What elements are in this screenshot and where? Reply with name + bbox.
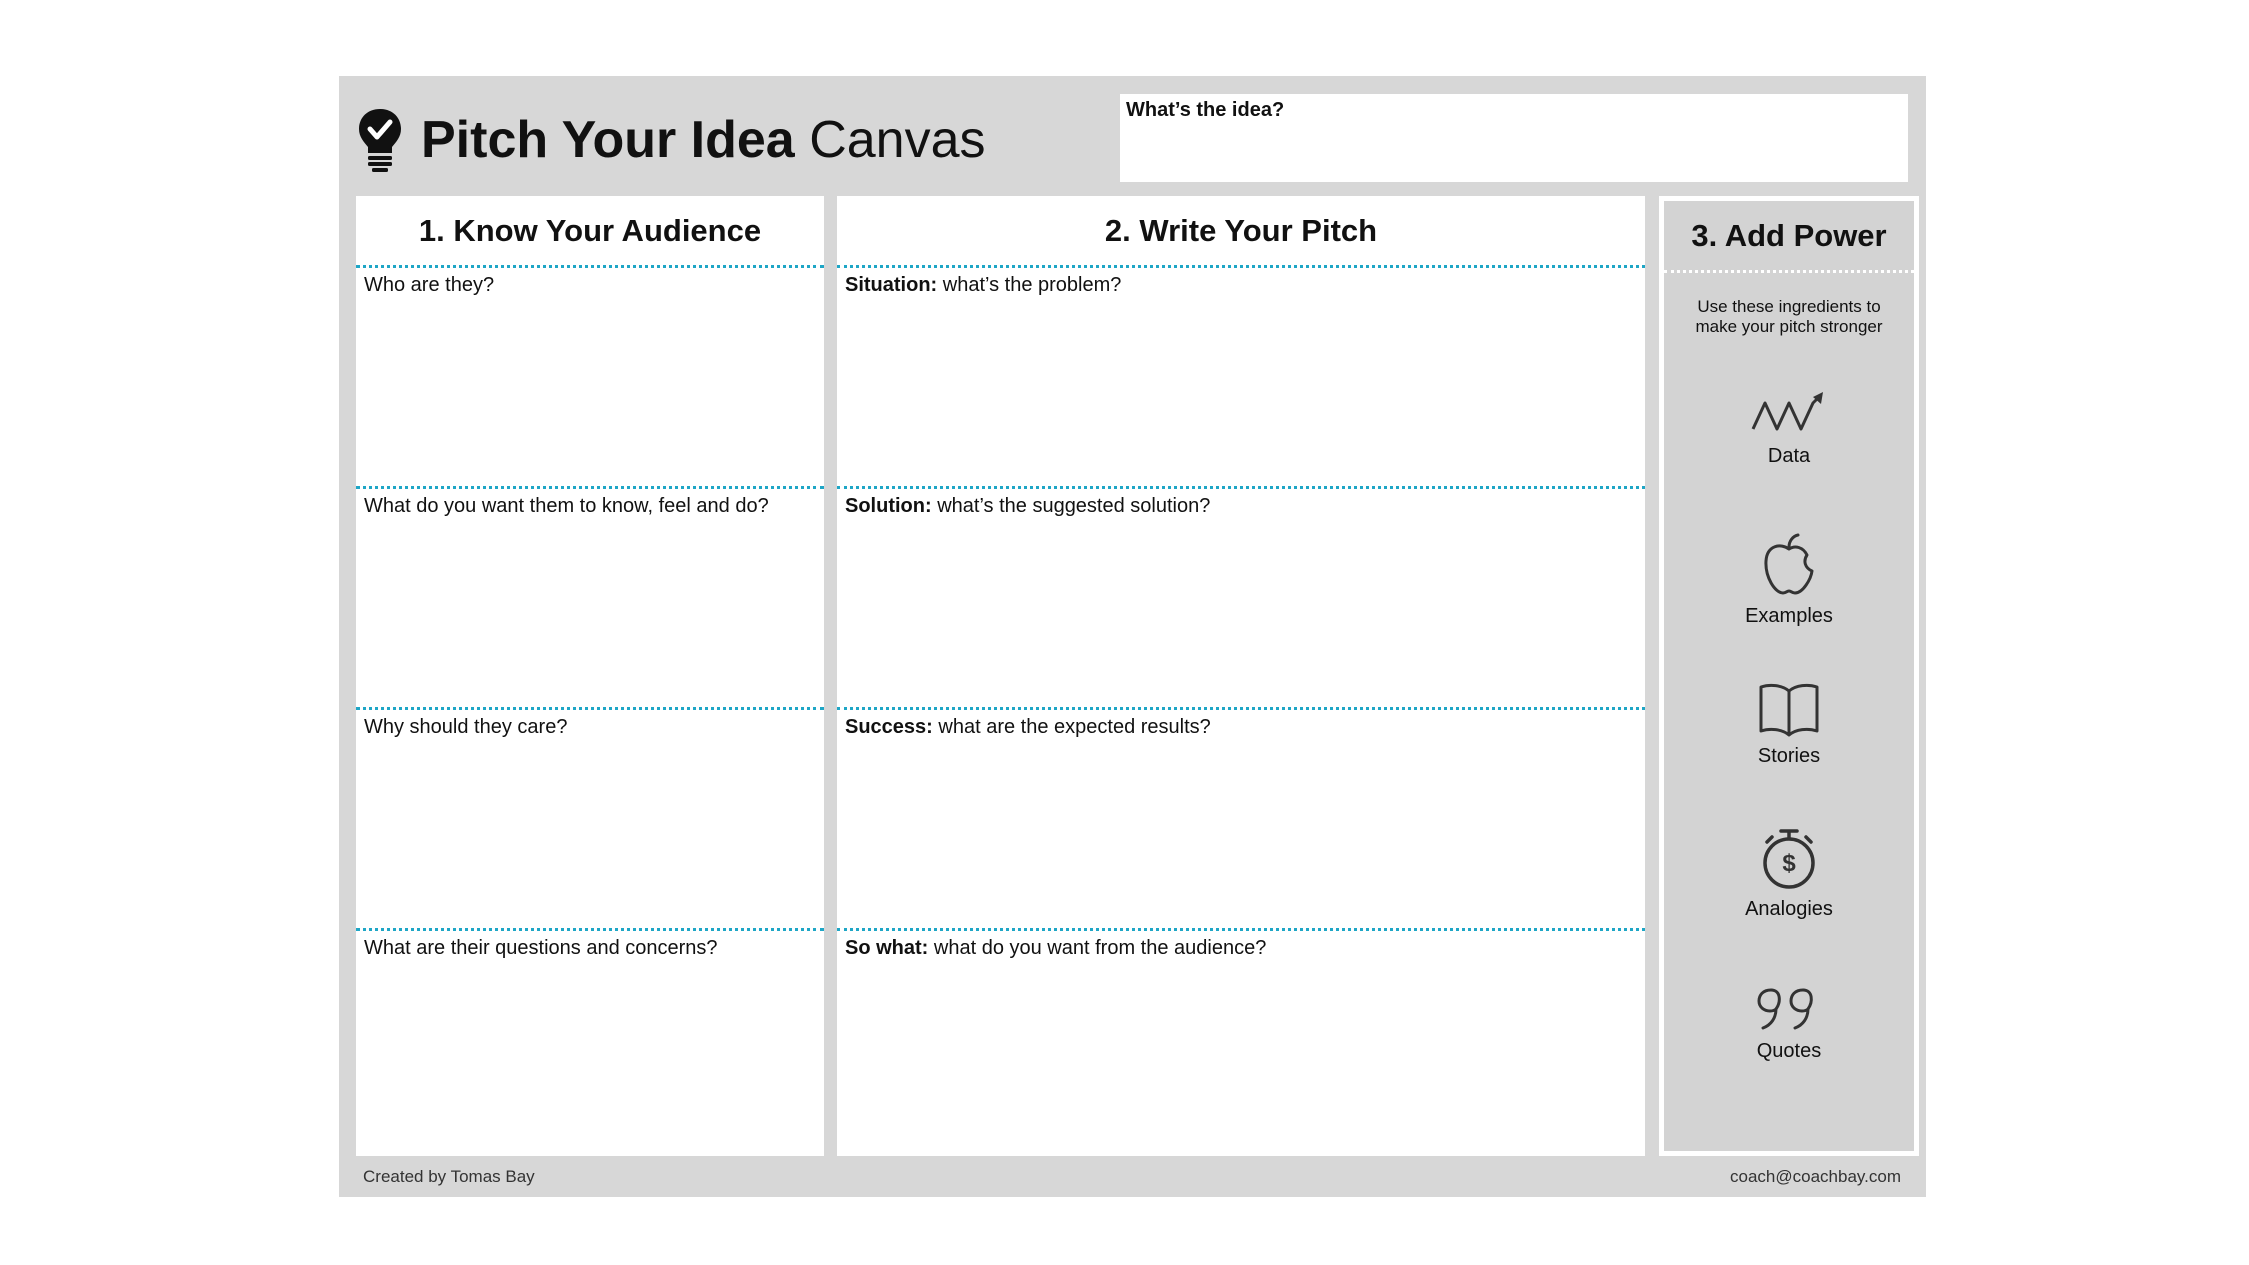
cell-prompt: What are their questions and concerns?: [364, 937, 718, 959]
power-subtitle-line2: make your pitch stronger: [1695, 317, 1883, 336]
audience-heading: 1. Know Your Audience: [356, 196, 824, 268]
apple-icon: [1761, 531, 1817, 597]
pitch-heading: 2. Write Your Pitch: [837, 196, 1645, 268]
power-column: [1659, 196, 1919, 1156]
power-item-label: Examples: [1745, 605, 1833, 627]
cell-prompt: what’s the suggested solution?: [931, 495, 1211, 517]
power-heading: 3. Add Power: [1664, 201, 1914, 273]
power-item-analogies: [1664, 826, 1914, 921]
audience-column: [356, 196, 824, 1156]
power-item-data: [1664, 391, 1914, 468]
pitch-cell-so-what[interactable]: [837, 931, 1645, 1152]
pitch-cell-solution[interactable]: [837, 489, 1645, 710]
canvas-frame: [339, 76, 1926, 1197]
canvas-header: [357, 100, 986, 180]
cell-keyword: Success:: [845, 716, 933, 738]
cell-keyword: Solution:: [845, 495, 932, 517]
pitch-cell-success[interactable]: [837, 710, 1645, 931]
open-book-icon: [1758, 681, 1820, 737]
power-item-examples: [1664, 531, 1914, 628]
page-title-light: Canvas: [809, 111, 986, 169]
footer-credit: Created by Tomas Bay: [363, 1167, 535, 1186]
power-item-label: Analogies: [1745, 898, 1833, 920]
audience-cell-who[interactable]: [356, 268, 824, 489]
page-title: [421, 111, 986, 169]
lightbulb-check-icon: [357, 107, 403, 173]
power-item-label: Stories: [1757, 745, 1821, 767]
power-item-stories: [1664, 681, 1914, 768]
cell-prompt: what are the expected results?: [932, 716, 1211, 738]
zigzag-arrow-icon: [1751, 391, 1827, 437]
cell-keyword: Situation:: [845, 274, 938, 296]
audience-cell-care[interactable]: [356, 710, 824, 931]
quote-marks-icon: [1757, 986, 1821, 1032]
footer-email: coach@coachbay.com: [1730, 1167, 1901, 1186]
power-item-label: Quotes: [1756, 1040, 1822, 1062]
stopwatch-dollar-icon: [1759, 826, 1819, 890]
pitch-column: [837, 196, 1645, 1156]
power-item-quotes: [1664, 986, 1914, 1063]
power-item-label: Data: [1767, 445, 1811, 467]
pitch-cell-situation[interactable]: [837, 268, 1645, 489]
power-subtitle: [1664, 297, 1914, 337]
cell-keyword: So what:: [845, 937, 929, 959]
audience-cell-know-feel-do[interactable]: [356, 489, 824, 710]
power-subtitle-line1: Use these ingredients to: [1697, 297, 1881, 316]
idea-label: What’s the idea?: [1126, 99, 1285, 121]
cell-prompt: what’s the problem?: [937, 274, 1122, 296]
cell-prompt: What do you want them to know, feel and do?: [364, 495, 769, 517]
cell-prompt: what do you want from the audience?: [928, 937, 1267, 959]
page-title-bold: Pitch Your Idea: [421, 111, 795, 169]
cell-prompt: Why should they care?: [364, 716, 568, 738]
svg-text:$: $: [1782, 850, 1796, 877]
cell-prompt: Who are they?: [364, 274, 495, 296]
audience-cell-concerns[interactable]: [356, 931, 824, 1152]
idea-field[interactable]: [1120, 94, 1908, 182]
